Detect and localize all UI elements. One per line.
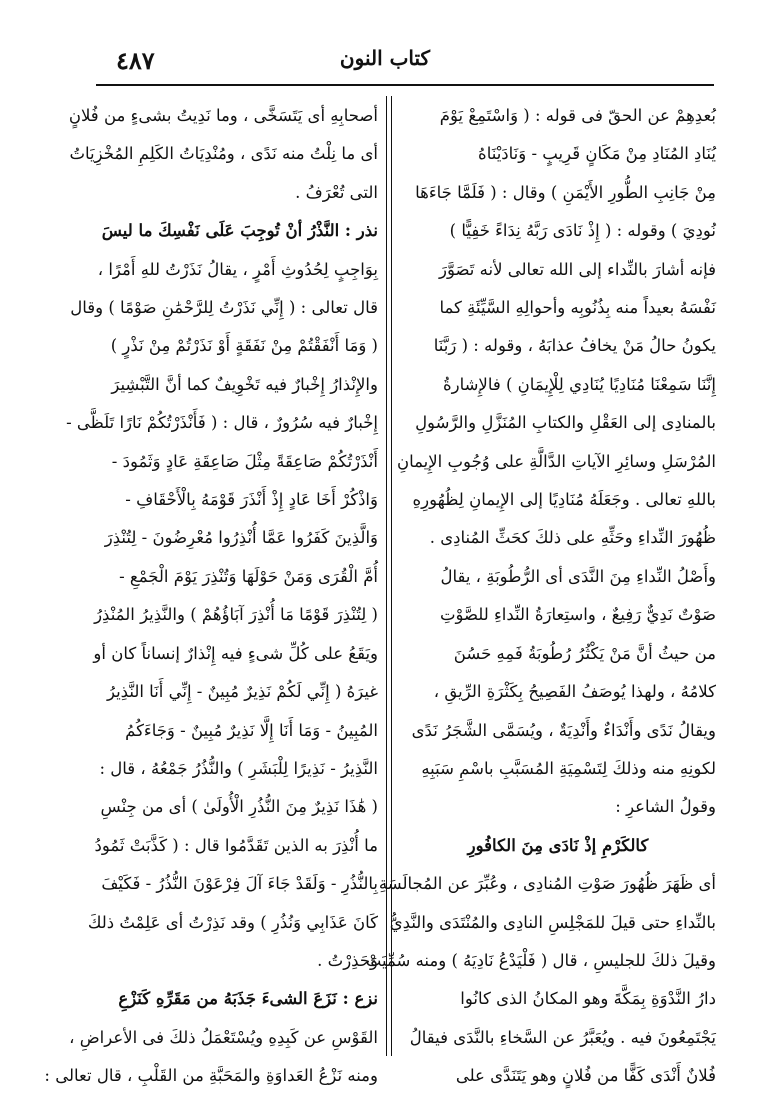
text-line: وَاذْكُرْ أَخَا عَادٍ إِذْ أَنْذَرَ قَوْمَهُ بِالْأَحْقَافِ - <box>125 490 378 510</box>
page-number: ٤٨٧ <box>116 46 155 75</box>
text-line: بِوَاجِبٍ لِحُدُوثِ أَمْرٍ ، يقالُ نَذَرْتُ للهِ أَمْرًا ، <box>97 259 378 279</box>
running-title: كتاب النون <box>339 46 431 70</box>
text-line: بالمنادِى إلى العَقْلِ والكتابِ المُنَزَّلِ والرَّسُولِ <box>415 413 716 433</box>
text-line: دارُ النَّدْوَةِ بِمَكَّةَ وهو المكانُ الذى كانُوا <box>460 989 716 1009</box>
text-line: المُبِينُ - وَمَا أَنَا إِلَّا نَذِيرٌ مُبِينٌ - وَجَاءَكُمُ <box>125 720 378 740</box>
text-line: قال تعالى : ( إِنِّي نَذَرْتُ لِلرَّحْمَٰنِ صَوْمًا ) وقال <box>70 298 378 318</box>
text-line: لكونِهِ منه وذلكَ لِتَسْمِيَةِ المُسَبَّبِ باسْمِ سَبَبِهِ <box>421 758 716 778</box>
text-line: يكونُ حالُ مَنْ يخافُ عذابَهُ ، وقوله : ( رَبَّنَا <box>433 336 716 356</box>
entry-headword-line: نذر : النَّذْرُ أنْ تُوجِبَ عَلَى نَفْسِكَ ما ليسَ <box>101 221 378 241</box>
text-line: ( هَٰذَا نَذِيرٌ مِنَ النُّذُرِ الْأُولَىٰ ) أى من جِنْسِ <box>100 797 378 817</box>
text-line: المُرْسَلِ وسائِرِ الآياتِ الدَّالَّةِ على وُجُوبِ الإِيمانِ <box>397 451 716 471</box>
text-line: بُعدِهِمْ عن الحقّ فى قوله : ( وَاسْتَمِعْ يَوْمَ <box>439 106 716 125</box>
text-line: التى تُعْرَفُ . <box>295 182 378 202</box>
text-line: أَنْذَرْتُكُمْ صَاعِقَةً مِثْلَ صَاعِقَةِ عَادٍ وَثَمُودَ - <box>111 451 378 471</box>
text-line: وأَصْلُ النِّداءِ مِنَ النَّدَى أى الرُّطُوبَةِ ، يقالُ <box>440 566 716 586</box>
text-line: فُلانٌ أَنْدَى كَفًّا من فُلانٍ وهو يَتَنَدَّى على <box>455 1066 716 1086</box>
text-line: وَالَّذِينَ كَفَرُوا عَمَّا أُنْذِرُوا مُعْرِضُونَ - لِتُنْذِرَ <box>104 528 378 548</box>
text-line: نَفْسَهُ بعيداً منه بِذُنُوبِه وأحوالِهِ السَّيِّئَةِ كما <box>439 298 716 318</box>
text-line: غيرَهُ ( إِنِّي لَكُمْ نَذِيرٌ مُبِينٌ - إِنِّي أَنَا النَّذِيرُ <box>106 682 378 702</box>
text-line: كلامُهُ ، ولهذا يُوصَفُ الفَصِيحُ بِكَثْرَةِ الرِّيقِ ، <box>433 682 716 702</box>
left-column <box>44 97 378 1086</box>
text-line: والإِنْذارُ إِخْبارٌ فيه تَخْوِيفٌ كما أنَّ التَّبْشِيرَ <box>111 374 378 394</box>
text-line: باللهِ تعالى . وجَعَلَهُ مُنَادِيًا إلى الإِيمانِ لِظُهُورِهِ <box>412 490 716 510</box>
verse-line: كالكَرْمِ إذْ نَادَى مِنَ الكافُورِ <box>467 835 649 855</box>
text-line: فإنه أشارَ بالنِّداء إلى الله تعالى لأنه تَصَوَّرَ <box>439 259 716 279</box>
text-line: ظُهُورَ النِّداءِ وحَثِّهِ على ذلكَ كحَثِّ المُنادِى . <box>429 528 716 548</box>
header-rule <box>96 84 714 86</box>
entry-headword-line: نزع : نَزَعَ الشىءَ جَذَبَهُ من مَقَرِّهِ كَنَزْعِ <box>118 989 378 1009</box>
text-line: إِنَّنَا سَمِعْنَا مُنَادِيًا يُنَادِي لِلْإِيمَانِ ) فالإِشارةُ <box>442 374 716 394</box>
text-line: وَحَذِرْتُ . <box>317 950 378 970</box>
text-line: يَجْتَمِعُونَ فيه . ويُعَبَّرُ عن السَّخاءِ بالنَّدَى فيقالُ <box>409 1027 716 1047</box>
text-line: أى ظَهَرَ ظُهُورَ صَوْتِ المُنادِى ، وعُبِّرَ عن المُجالَسَةِ <box>378 874 716 894</box>
text-line: القَوْسِ عن كَبِدِهِ ويُسْتَعْمَلُ ذلكَ فى الأعراضِ ، <box>69 1027 378 1047</box>
text-line: بِالنُّذُرِ - وَلَقَدْ جَاءَ آلَ فِرْعَوْنَ النُّذُرُ - فَكَيْفَ <box>101 874 378 894</box>
text-line: ويَقَعُ على كُلِّ شىءٍ فيه إِنْذارٌ إنساناً كان أو <box>93 643 378 663</box>
right-column <box>365 97 716 1086</box>
text-line: صَوْتٌ نَدِيٌّ رَفِيعٌ ، واستِعارَةُ النِّداءِ للصَّوْتِ <box>439 605 716 625</box>
text-line: إِخْبارٌ فيه سُرُورٌ ، قال : ( فَأَنْذَرْتُكُمْ نَارًا تَلَظَّى - <box>66 413 378 433</box>
text-line: كَانَ عَذَابِي وَنُذُرِ ) وقد نَذِرْتُ أى عَلِمْتُ ذلكَ <box>87 912 378 932</box>
text-line: وقيلَ ذلكَ للجليسِ ، قال ( فَلْيَدْعُ نَادِيَهُ ) ومنه سُمِّيَتْ <box>365 950 716 970</box>
text-line: نُودِيَ ) وقوله : ( إِذْ نَادَى رَبَّهُ نِدَاءً خَفِيًّا ) <box>449 221 716 241</box>
text-line: مِنْ جَانِبِ الطُّورِ الأَيْمَنِ ) وقال : ( فَلَمَّا جَاءَهَا <box>415 182 716 202</box>
text-line: النَّذِيرُ - نَذِيرًا لِلْبَشَرِ ) والنُّذُرُ جَمْعُهُ ، قال : <box>99 758 378 778</box>
text-line: ومنه نَزْعُ العَداوَةِ والمَحَبَّةِ من القَلْبِ ، قال تعالى : <box>44 1066 378 1086</box>
text-line: بالنِّداءِ حتى قيلَ للمَجْلِسِ النادِى والمُنْتَدَى والنَّدِيُّ <box>389 912 716 932</box>
text-line: ويقالُ نَدًى وأَنْدَاءٌ وأَنْدِيَةٌ ، ويُسَمَّى الشَّجَرُ نَدًى <box>411 720 716 740</box>
text-line: أى ما نِلْتُ منه نَدًى ، ومُنْدِيَاتُ الكَلِمِ المُخْزِيَاتُ <box>69 144 378 164</box>
text-line: ( لِتُنْذِرَ قَوْمًا مَا أُنْذِرَ آبَاؤُهُمْ ) والنَّذِيرُ المُنْذِرُ <box>94 605 378 625</box>
text-line: ما أُنْذِرَ به الذين تَقَدَّمُوا قال : ( كَذَّبَتْ ثَمُودُ <box>94 835 378 855</box>
text-line: من حيثُ أنَّ مَنْ يَكْثُرُ رُطُوبَةُ فَمِهِ حَسُنَ <box>453 643 716 663</box>
text-line: أصحابِهِ أى يَتَسَخَّى ، وما نَدِيتُ بشىءٍ من فُلانٍ <box>68 106 378 125</box>
text-line: يُنَادِ المُنَادِ مِنْ مَكَانٍ قَرِيبٍ - وَنَادَيْنَاهُ <box>478 144 716 164</box>
text-line: ( وَمَا أَنْفَقْتُمْ مِنْ نَفَقَةٍ أَوْ نَذَرْتُمْ مِنْ نَذْرٍ ) <box>110 336 378 356</box>
text-line: وقولُ الشاعرِ : <box>615 797 716 817</box>
text-line: أُمَّ الْقُرَى وَمَنْ حَوْلَهَا وَتُنْذِرَ يَوْمَ الْجَمْعِ - <box>119 566 378 586</box>
